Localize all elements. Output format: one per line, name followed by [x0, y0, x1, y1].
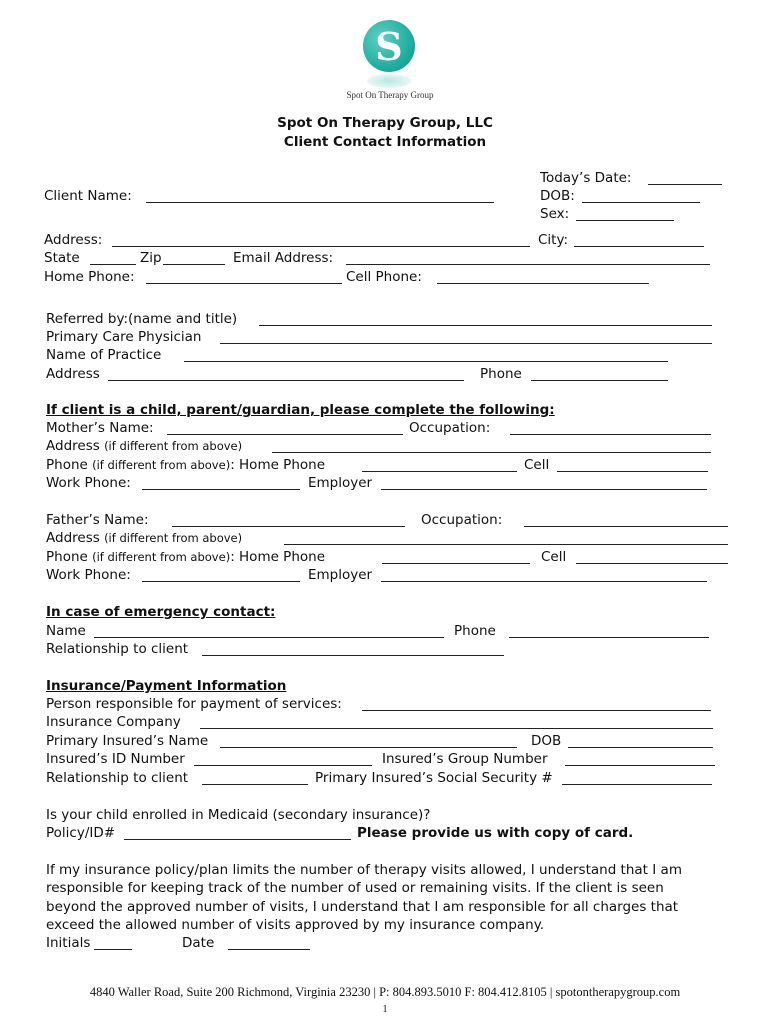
father-cell-label: Cell	[541, 549, 567, 565]
dob-label: DOB:	[540, 188, 575, 204]
primary-insured-name-label: Primary Insured’s Name	[46, 733, 209, 749]
emergency-relationship-field[interactable]	[202, 655, 504, 656]
responsible-field[interactable]	[362, 710, 711, 711]
agreement-line-4: exceed the allowed number of visits approved by my insurance company.	[46, 917, 545, 933]
father-work-phone-field[interactable]	[142, 581, 300, 582]
referral-phone-field[interactable]	[531, 380, 668, 381]
father-home-phone-field[interactable]	[382, 563, 530, 564]
medicaid-question: Is your child enrolled in Medicaid (secondary insurance)?	[46, 807, 431, 823]
insurance-company-field[interactable]	[200, 728, 713, 729]
logo-letter: S	[375, 24, 403, 69]
client-name-label: Client Name:	[44, 188, 132, 204]
sex-field[interactable]	[576, 220, 674, 221]
ssn-field[interactable]	[562, 784, 712, 785]
father-address-label: Address (if different from above)	[46, 530, 243, 546]
agreement-line-1: If my insurance policy/plan limits the number of therapy visits allowed, I understand that I am	[46, 862, 682, 878]
mother-cell-field[interactable]	[557, 471, 708, 472]
insured-relationship-label: Relationship to client	[46, 770, 189, 786]
emergency-phone-field[interactable]	[509, 637, 709, 638]
emergency-name-field[interactable]	[94, 637, 444, 638]
state-field[interactable]	[90, 264, 136, 265]
policy-id-label: Policy/ID#	[46, 825, 116, 841]
father-cell-field[interactable]	[576, 563, 728, 564]
form-title: Client Contact Information	[283, 134, 487, 150]
insured-id-label: Insured’s ID Number	[46, 751, 185, 767]
emergency-phone-label: Phone	[454, 623, 496, 639]
mother-occupation-label: Occupation:	[409, 420, 491, 436]
todays-date-field[interactable]	[648, 184, 722, 185]
referral-address-label: Address	[46, 366, 100, 382]
mother-name-label: Mother’s Name:	[46, 420, 154, 436]
mother-address-label: Address (if different from above)	[46, 438, 243, 454]
city-field[interactable]	[574, 246, 704, 247]
father-name-label: Father’s Name:	[46, 512, 149, 528]
cell-phone-field[interactable]	[437, 283, 649, 284]
footer-contact: 4840 Waller Road, Suite 200 Richmond, Virginia 23230 | P: 804.893.5010 F: 804.412.8105 | spotontherapygroup.com	[89, 985, 681, 999]
father-occupation-label: Occupation:	[421, 512, 503, 528]
date-label: Date	[182, 935, 215, 951]
father-employer-field[interactable]	[381, 581, 707, 582]
sex-label: Sex:	[540, 206, 570, 222]
emergency-heading: In case of emergency contact:	[46, 604, 276, 620]
policy-id-field[interactable]	[124, 839, 351, 840]
mother-employer-label: Employer	[308, 475, 373, 491]
mother-work-phone-field[interactable]	[142, 489, 300, 490]
logo-text: Spot On Therapy Group	[346, 90, 434, 100]
page-number: 1	[382, 1004, 388, 1015]
address-field[interactable]	[112, 246, 530, 247]
logo-reflection	[367, 74, 411, 88]
email-field[interactable]	[346, 264, 710, 265]
mother-employer-field[interactable]	[381, 489, 707, 490]
referral-phone-label: Phone	[480, 366, 522, 382]
father-work-phone-label: Work Phone:	[46, 567, 131, 583]
email-label: Email Address:	[233, 250, 334, 266]
responsible-label: Person responsible for payment of services:	[46, 696, 342, 712]
insured-dob-field[interactable]	[568, 747, 713, 748]
client-name-field[interactable]	[146, 202, 494, 203]
insured-dob-label: DOB	[531, 733, 562, 749]
city-label: City:	[538, 232, 569, 248]
home-phone-label: Home Phone:	[44, 269, 135, 285]
referred-by-field[interactable]	[259, 325, 712, 326]
agreement-line-3: beyond the approved number of visits, I understand that I am responsible for all charges that	[46, 899, 679, 915]
mother-home-phone-field[interactable]	[362, 471, 517, 472]
practice-field[interactable]	[184, 361, 668, 362]
referred-by-label: Referred by:(name and title)	[46, 311, 238, 327]
copy-of-card-note: Please provide us with copy of card.	[357, 825, 634, 841]
todays-date-label: Today’s Date:	[540, 170, 632, 186]
mother-cell-label: Cell	[524, 457, 550, 473]
initials-label: Initials	[46, 935, 91, 951]
company-name: Spot On Therapy Group, LLC	[277, 115, 493, 131]
company-logo	[346, 20, 435, 102]
cell-phone-label: Cell Phone:	[346, 269, 422, 285]
pcp-field[interactable]	[220, 343, 712, 344]
insured-relationship-field[interactable]	[202, 784, 308, 785]
home-phone-field[interactable]	[146, 283, 342, 284]
practice-label: Name of Practice	[46, 347, 162, 363]
mother-occupation-field[interactable]	[510, 434, 711, 435]
date-field[interactable]	[228, 949, 310, 950]
group-number-label: Insured’s Group Number	[382, 751, 548, 767]
father-phone-label: Phone (if different from above): Home Phone	[46, 549, 326, 565]
primary-insured-name-field[interactable]	[220, 747, 517, 748]
initials-field[interactable]	[94, 949, 132, 950]
insurance-company-label: Insurance Company	[46, 714, 181, 730]
father-employer-label: Employer	[308, 567, 373, 583]
state-label: State	[44, 250, 80, 266]
ssn-label: Primary Insured’s Social Security #	[315, 770, 553, 786]
emergency-relationship-label: Relationship to client	[46, 641, 189, 657]
address-label: Address:	[44, 232, 103, 248]
mother-work-phone-label: Work Phone:	[46, 475, 131, 491]
insured-id-field[interactable]	[194, 765, 372, 766]
mother-phone-label: Phone (if different from above): Home Phone	[46, 457, 326, 473]
zip-label: Zip	[140, 250, 162, 266]
emergency-name-label: Name	[46, 623, 86, 639]
father-name-field[interactable]	[172, 526, 405, 527]
mother-address-field[interactable]	[272, 452, 711, 453]
group-number-field[interactable]	[565, 765, 715, 766]
mother-name-field[interactable]	[167, 434, 403, 435]
father-occupation-field[interactable]	[524, 526, 728, 527]
agreement-line-2: responsible for keeping track of the number of used or remaining visits. If the client is seen	[46, 880, 664, 896]
guardian-heading: If client is a child, parent/guardian, please complete the following:	[46, 402, 555, 418]
insurance-heading: Insurance/Payment Information	[46, 678, 287, 694]
zip-field[interactable]	[163, 264, 225, 265]
father-address-field[interactable]	[284, 544, 728, 545]
referral-address-field[interactable]	[108, 380, 464, 381]
dob-field[interactable]	[582, 202, 700, 203]
pcp-label: Primary Care Physician	[46, 329, 202, 345]
